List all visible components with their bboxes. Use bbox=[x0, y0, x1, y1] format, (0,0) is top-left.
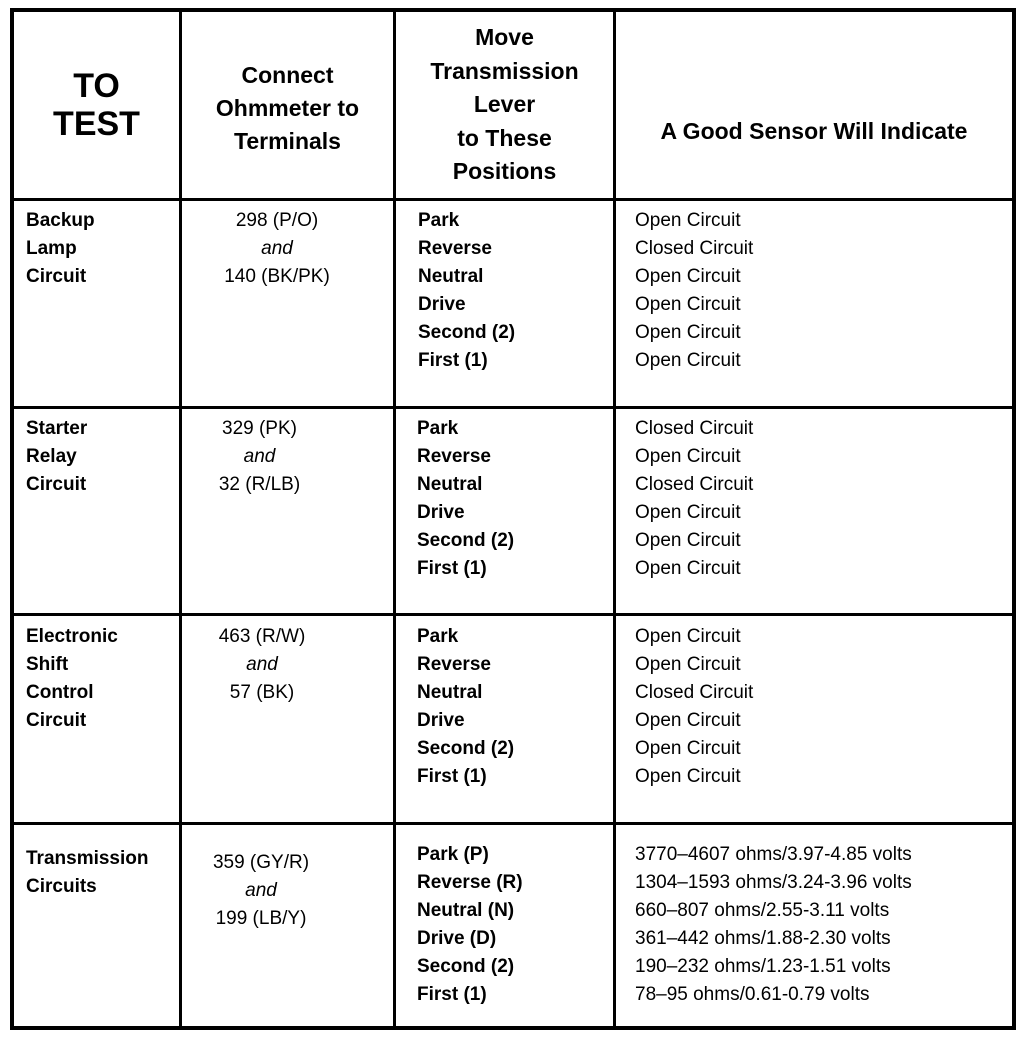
test-name-line: Lamp bbox=[26, 238, 77, 259]
lever-position: Drive (D) bbox=[417, 928, 497, 949]
header-line: Transmission bbox=[430, 57, 579, 84]
row-test-name bbox=[26, 415, 87, 499]
row-results bbox=[635, 623, 753, 791]
lever-position: Reverse bbox=[418, 238, 492, 259]
header-line: Move bbox=[475, 24, 534, 51]
lever-position: Neutral (N) bbox=[417, 900, 515, 921]
lever-position: Second (2) bbox=[417, 956, 515, 977]
row-terminals bbox=[182, 849, 340, 933]
terminal-connector: and bbox=[246, 654, 278, 675]
result-value: 1304–1593 ohms/3.24-3.96 volts bbox=[635, 872, 912, 893]
test-name-line: Backup bbox=[26, 210, 95, 231]
row-test-name bbox=[26, 207, 95, 291]
header-good-sensor bbox=[616, 12, 1012, 198]
row-divider bbox=[14, 613, 1012, 616]
lever-position: Park bbox=[418, 210, 460, 231]
row-test-name bbox=[26, 845, 149, 901]
result-value: Open Circuit bbox=[635, 266, 741, 287]
lever-position: Park bbox=[417, 626, 459, 647]
result-value: Open Circuit bbox=[635, 502, 741, 523]
lever-position: Second (2) bbox=[417, 738, 515, 759]
test-name-line: Starter bbox=[26, 418, 88, 439]
terminal-value: 298 (P/O) bbox=[235, 210, 319, 231]
terminal-value: 57 (BK) bbox=[229, 682, 295, 703]
result-value: Open Circuit bbox=[635, 322, 741, 343]
header-to-test bbox=[14, 12, 179, 198]
result-value: Open Circuit bbox=[635, 766, 741, 787]
lever-position: Neutral bbox=[418, 266, 484, 287]
header-divider bbox=[14, 198, 1012, 201]
terminal-connector: and bbox=[243, 446, 276, 467]
header-line: to These bbox=[457, 124, 552, 151]
lever-position: Reverse bbox=[417, 654, 491, 675]
header-move-lever bbox=[396, 12, 613, 198]
header-line: Ohmmeter to bbox=[215, 94, 360, 121]
row-positions bbox=[417, 623, 514, 791]
lever-position: Park bbox=[417, 418, 459, 439]
lever-position: Neutral bbox=[417, 682, 483, 703]
test-name-line: Circuits bbox=[26, 876, 97, 897]
terminal-value: 329 (PK) bbox=[222, 418, 297, 439]
lever-position: Drive bbox=[417, 710, 465, 731]
result-value: Closed Circuit bbox=[635, 238, 754, 259]
result-value: Open Circuit bbox=[635, 210, 741, 231]
terminal-value: 32 (R/LB) bbox=[218, 474, 301, 495]
header-connect-ohmmeter bbox=[182, 12, 393, 198]
result-value: Open Circuit bbox=[635, 626, 741, 647]
test-name-line: Circuit bbox=[26, 474, 87, 495]
result-value: 78–95 ohms/0.61-0.79 volts bbox=[635, 984, 870, 1005]
lever-position: Reverse (R) bbox=[417, 872, 523, 893]
row-results bbox=[635, 841, 912, 1009]
row-terminals bbox=[182, 415, 337, 499]
row-terminals bbox=[182, 207, 372, 291]
test-name-line: Electronic bbox=[26, 626, 118, 647]
terminal-value: 199 (LB/Y) bbox=[215, 908, 307, 929]
header-line: TO bbox=[73, 67, 120, 105]
row-positions bbox=[417, 841, 523, 1009]
row-positions bbox=[417, 415, 514, 583]
result-value: Open Circuit bbox=[635, 558, 741, 579]
header-line: A Good Sensor Will Indicate bbox=[660, 117, 968, 144]
lever-position: Drive bbox=[417, 502, 465, 523]
result-value: Closed Circuit bbox=[635, 682, 754, 703]
test-name-line: Shift bbox=[26, 654, 69, 675]
lever-position: First (1) bbox=[417, 558, 487, 579]
row-test-name bbox=[26, 623, 118, 735]
terminal-connector: and bbox=[261, 238, 293, 259]
result-value: Open Circuit bbox=[635, 530, 741, 551]
row-terminals bbox=[182, 623, 342, 707]
lever-position: Second (2) bbox=[418, 322, 516, 343]
test-name-line: Circuit bbox=[26, 710, 87, 731]
row-divider bbox=[14, 822, 1012, 825]
row-results bbox=[635, 415, 753, 583]
test-name-line: Control bbox=[26, 682, 94, 703]
terminal-value: 463 (R/W) bbox=[218, 626, 306, 647]
terminal-connector: and bbox=[245, 880, 277, 901]
row-divider bbox=[14, 406, 1012, 409]
lever-position: First (1) bbox=[417, 766, 487, 787]
lever-position: Reverse bbox=[417, 446, 491, 467]
result-value: Open Circuit bbox=[635, 654, 741, 675]
lever-position: Neutral bbox=[417, 474, 483, 495]
result-value: Open Circuit bbox=[635, 738, 741, 759]
result-value: 361–442 ohms/1.88-2.30 volts bbox=[635, 928, 891, 949]
header-line: TEST bbox=[53, 105, 140, 143]
header-line: Terminals bbox=[234, 127, 341, 154]
lever-position: Second (2) bbox=[417, 530, 515, 551]
header-line: Positions bbox=[452, 158, 557, 185]
test-name-line: Transmission bbox=[26, 848, 149, 869]
terminal-value: 140 (BK/PK) bbox=[224, 266, 330, 287]
sensor-test-table bbox=[10, 8, 1016, 1030]
header-line: Connect bbox=[241, 61, 334, 88]
result-value: Closed Circuit bbox=[635, 474, 754, 495]
lever-position: Park (P) bbox=[417, 844, 489, 865]
result-value: 3770–4607 ohms/3.97-4.85 volts bbox=[635, 844, 912, 865]
terminal-value: 359 (GY/R) bbox=[212, 852, 310, 873]
lever-position: First (1) bbox=[417, 984, 487, 1005]
result-value: Closed Circuit bbox=[635, 418, 754, 439]
lever-position: First (1) bbox=[418, 350, 488, 371]
lever-position: Drive bbox=[418, 294, 466, 315]
result-value: Open Circuit bbox=[635, 350, 741, 371]
result-value: Open Circuit bbox=[635, 294, 741, 315]
header-line: Lever bbox=[473, 91, 536, 118]
result-value: 190–232 ohms/1.23-1.51 volts bbox=[635, 956, 891, 977]
result-value: Open Circuit bbox=[635, 446, 741, 467]
row-results bbox=[635, 207, 753, 375]
result-value: 660–807 ohms/2.55-3.11 volts bbox=[635, 900, 890, 921]
test-name-line: Circuit bbox=[26, 266, 87, 287]
test-name-line: Relay bbox=[26, 446, 77, 467]
result-value: Open Circuit bbox=[635, 710, 741, 731]
row-positions bbox=[418, 207, 515, 375]
